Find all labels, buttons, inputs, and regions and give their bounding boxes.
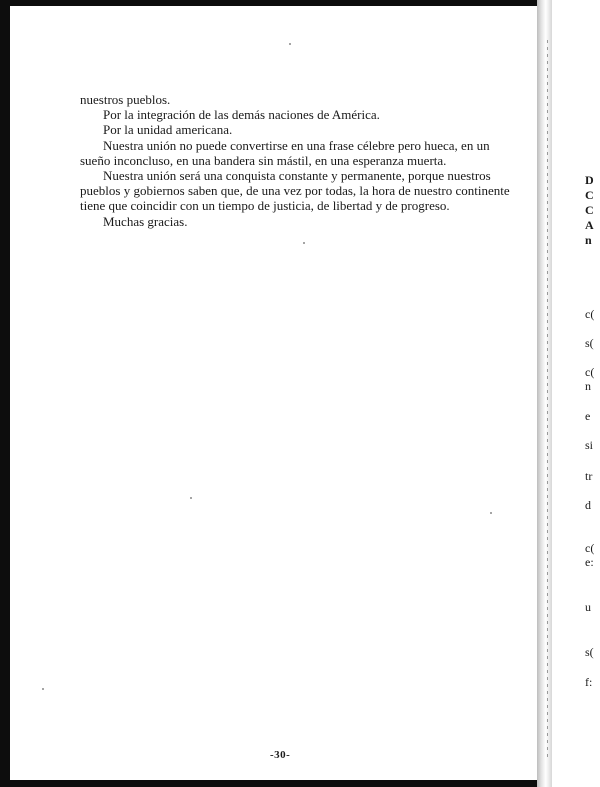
scan-speck	[42, 688, 44, 690]
book-binding	[537, 0, 553, 787]
next-page-fragment: s(	[585, 336, 594, 350]
paragraph-4: Nuestra unión no puede convertirse en una frase célebre pero hueca, en un sueño inconcluso, en una bandera sin mástil, en una esperanza muerta.	[80, 137, 490, 168]
paragraph-1: nuestros pueblos.	[80, 92, 171, 107]
next-page-fragment: D	[585, 173, 594, 187]
next-page-fragment: n	[585, 379, 591, 393]
next-page-fragment: s(	[585, 645, 594, 659]
scan-speck	[289, 43, 291, 45]
scan-speck	[490, 512, 492, 514]
binding-stitch-line	[547, 40, 548, 760]
next-page-fragment: tr	[585, 469, 593, 483]
next-page-fragment: C	[585, 203, 594, 217]
speech-text	[80, 92, 510, 229]
next-page-fragment: e	[585, 409, 591, 423]
scan-speck	[190, 497, 192, 499]
paragraph-5: Nuestra unión será una conquista constante y permanente, porque nuestros pueblos y gobiernos saben que, de una vez por todas, la hora de nuestro continente tiene que coincidir con un tiempo de justicia, de libertad y de progreso.	[80, 168, 510, 214]
paragraph-2: Por la integración de las demás naciones de América.	[103, 107, 380, 123]
next-page-fragment: c(	[585, 365, 595, 379]
page-number: -30-	[270, 749, 291, 761]
scan-speck	[303, 242, 305, 244]
next-page-fragment: si	[585, 438, 594, 452]
next-page-fragment: c(	[585, 541, 595, 555]
next-page-fragment: A	[585, 218, 594, 232]
next-page-fragment: u	[585, 600, 591, 614]
paragraph-6: Muchas gracias.	[103, 213, 188, 229]
next-page-fragment: d	[585, 498, 591, 512]
next-page-fragment: C	[585, 188, 594, 202]
next-page-fragment: c(	[585, 307, 595, 321]
next-page-fragment: e:	[585, 555, 594, 569]
book-page-right-edge	[552, 0, 600, 787]
next-page-fragment: n	[585, 233, 592, 247]
next-page-fragment: f:	[585, 675, 593, 689]
paragraph-3: Por la unidad americana.	[103, 122, 233, 138]
